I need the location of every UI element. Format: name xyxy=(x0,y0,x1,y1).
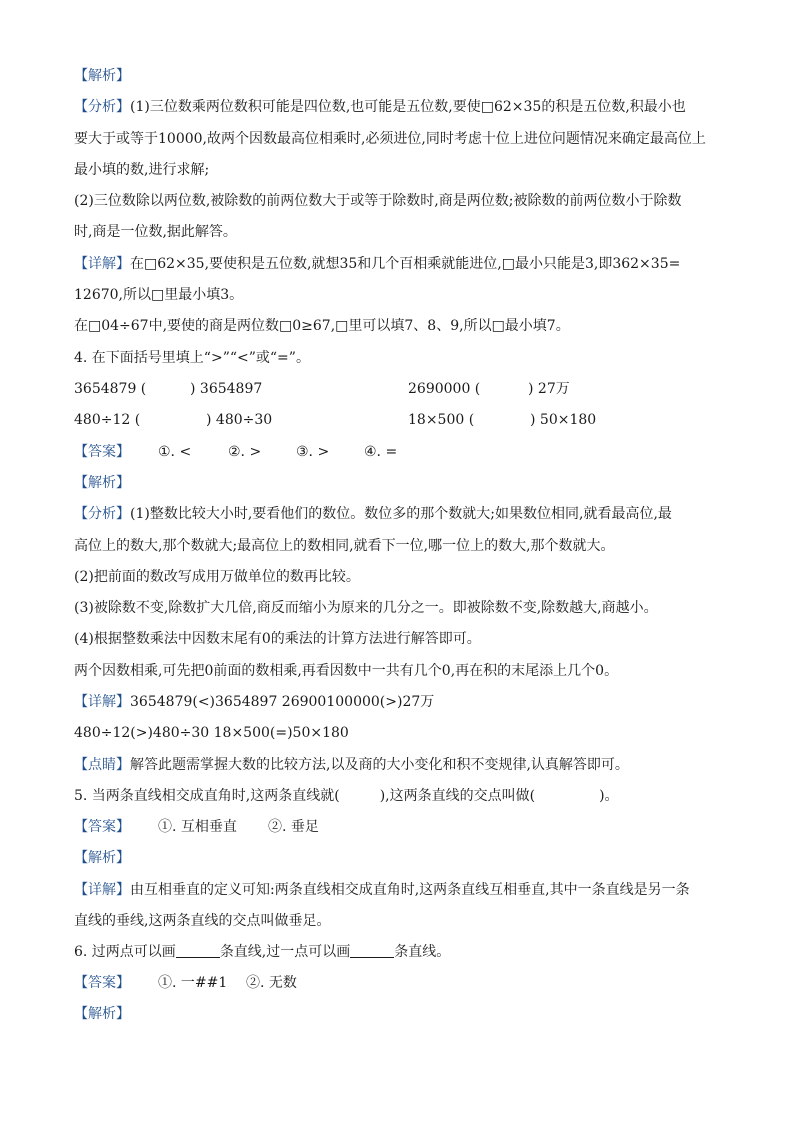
q5-stem-c: )。 xyxy=(599,788,619,804)
detail-line: 12670,所以□里最小填3。 xyxy=(74,287,244,303)
question-6-stem xyxy=(74,943,450,961)
detail-line: 在□04÷67中,要使的商是两位数□0≥67,□里可以填7、8、9,所以□最小填7。 xyxy=(74,318,570,334)
jiexi-tag: 【解析】 xyxy=(74,850,130,866)
compare-c-left: 480÷12 ( xyxy=(74,412,141,428)
detail-line: 480÷12(>)480÷30 18×500(=)50×180 xyxy=(74,725,349,741)
q6-stem-c: 条直线。 xyxy=(394,944,451,960)
question-5-stem xyxy=(74,787,619,805)
question-4-stem: 4. 在下面括号里填上“>”“<”或“=”。 xyxy=(74,350,310,366)
answer-item: ②. > xyxy=(228,444,262,460)
answer-item: ③. > xyxy=(296,444,330,460)
answer-tag: 【答案】 xyxy=(74,444,130,460)
compare-d-right: ) 50×180 xyxy=(530,412,597,428)
analysis-line: 时,商是一位数,据此解答。 xyxy=(74,224,237,240)
answer-item: ④. = xyxy=(364,444,398,460)
compare-a-right: ) 3654897 xyxy=(190,381,263,397)
jiexi-tag: 【解析】 xyxy=(74,1006,130,1022)
detail-text: 在□62×35,要使积是五位数,就想35和几个百相乘就能进位,□最小只能是3,即362×35= xyxy=(130,256,681,272)
jiexi-tag: 【解析】 xyxy=(74,68,130,84)
analysis-line: (4)根据整数乘法中因数末尾有0的乘法的计算方法进行解答即可。 xyxy=(74,631,481,647)
analysis-line: 高位上的数大,那个数就大;最高位上的数相同,就看下一位,哪一位上的数大,那个数就大。 xyxy=(74,538,615,554)
tip-line xyxy=(74,756,629,774)
analysis-line: (2)把前面的数改写成用万做单位的数再比较。 xyxy=(74,569,360,585)
fill-blank xyxy=(176,943,220,958)
compare-d-left: 18×500 ( xyxy=(408,412,475,428)
detail-text: 由互相垂直的定义可知:两条直线相交成直角时,这两条直线互相垂直,其中一条直线是另一条 xyxy=(130,882,690,898)
q5-stem-b: ),这两条直线的交点叫做( xyxy=(379,788,536,804)
analysis-line: (3)被除数不变,除数扩大几倍,商反而缩小为原来的几分之一。即被除数不变,除数越大,商越小。 xyxy=(74,600,658,616)
q6-stem-b: 条直线,过一点可以画 xyxy=(219,944,351,960)
analysis-line: 最小填的数,进行求解; xyxy=(74,162,210,178)
compare-a-left: 3654879 ( xyxy=(74,381,147,397)
analysis-line: 要大于或等于10000,故两个因数最高位相乘时,必须进位,同时考虑十位上进位问题情况来确定最高位上 xyxy=(74,131,706,147)
compare-b-right: ) 27万 xyxy=(528,381,570,397)
answer-item: ②. 垂足 xyxy=(268,819,319,835)
jiexi-tag: 【解析】 xyxy=(74,475,130,491)
q5-stem-a: 5. 当两条直线相交成直角时,这两条直线就( xyxy=(74,788,340,804)
analysis-text: (1)三位数乘两位数积可能是四位数,也可能是五位数,要使□62×35的积是五位数,积最小也 xyxy=(130,99,686,115)
detail-text: 3654879(<)3654897 26900100000(>)27万 xyxy=(130,694,435,710)
answer-tag: 【答案】 xyxy=(74,819,130,835)
q6-stem-a: 6. 过两点可以画 xyxy=(74,944,176,960)
compare-b-left: 2690000 ( xyxy=(408,381,481,397)
answer-item: ①. 一##1 xyxy=(158,975,228,991)
answer-item: ①. 互相垂直 xyxy=(158,819,237,835)
analysis-line: 两个因数相乘,可先把0前面的数相乘,再看因数中一共有几个0,再在积的末尾添上几个0。 xyxy=(74,663,619,679)
analysis-line xyxy=(74,505,672,523)
analysis-line: (2)三位数除以两位数,被除数的前两位数大于或等于除数时,商是两位数;被除数的前两位数小于除数 xyxy=(74,193,682,209)
answer-item: ②. 无数 xyxy=(246,975,297,991)
analysis-tag: 【分析】 xyxy=(74,506,130,522)
detail-tag: 【详解】 xyxy=(74,694,130,710)
detail-line: 直线的垂线,这两条直线的交点叫做垂足。 xyxy=(74,913,331,929)
analysis-line xyxy=(74,98,686,116)
answer-tag: 【答案】 xyxy=(74,975,130,991)
answer-item: ①. < xyxy=(158,444,192,460)
detail-line xyxy=(74,255,680,273)
fill-blank xyxy=(350,943,394,958)
analysis-text: (1)整数比较大小时,要看他们的数位。数位多的那个数就大;如果数位相同,就看最高位,最 xyxy=(130,506,672,522)
detail-tag: 【详解】 xyxy=(74,256,130,272)
detail-line xyxy=(74,693,434,711)
compare-c-right: ) 480÷30 xyxy=(206,412,273,428)
tip-tag: 【点睛】 xyxy=(74,757,130,773)
detail-line xyxy=(74,881,690,899)
tip-text: 解答此题需掌握大数的比较方法,以及商的大小变化和积不变规律,认真解答即可。 xyxy=(130,757,629,773)
analysis-tag: 【分析】 xyxy=(74,99,130,115)
detail-tag: 【详解】 xyxy=(74,882,130,898)
